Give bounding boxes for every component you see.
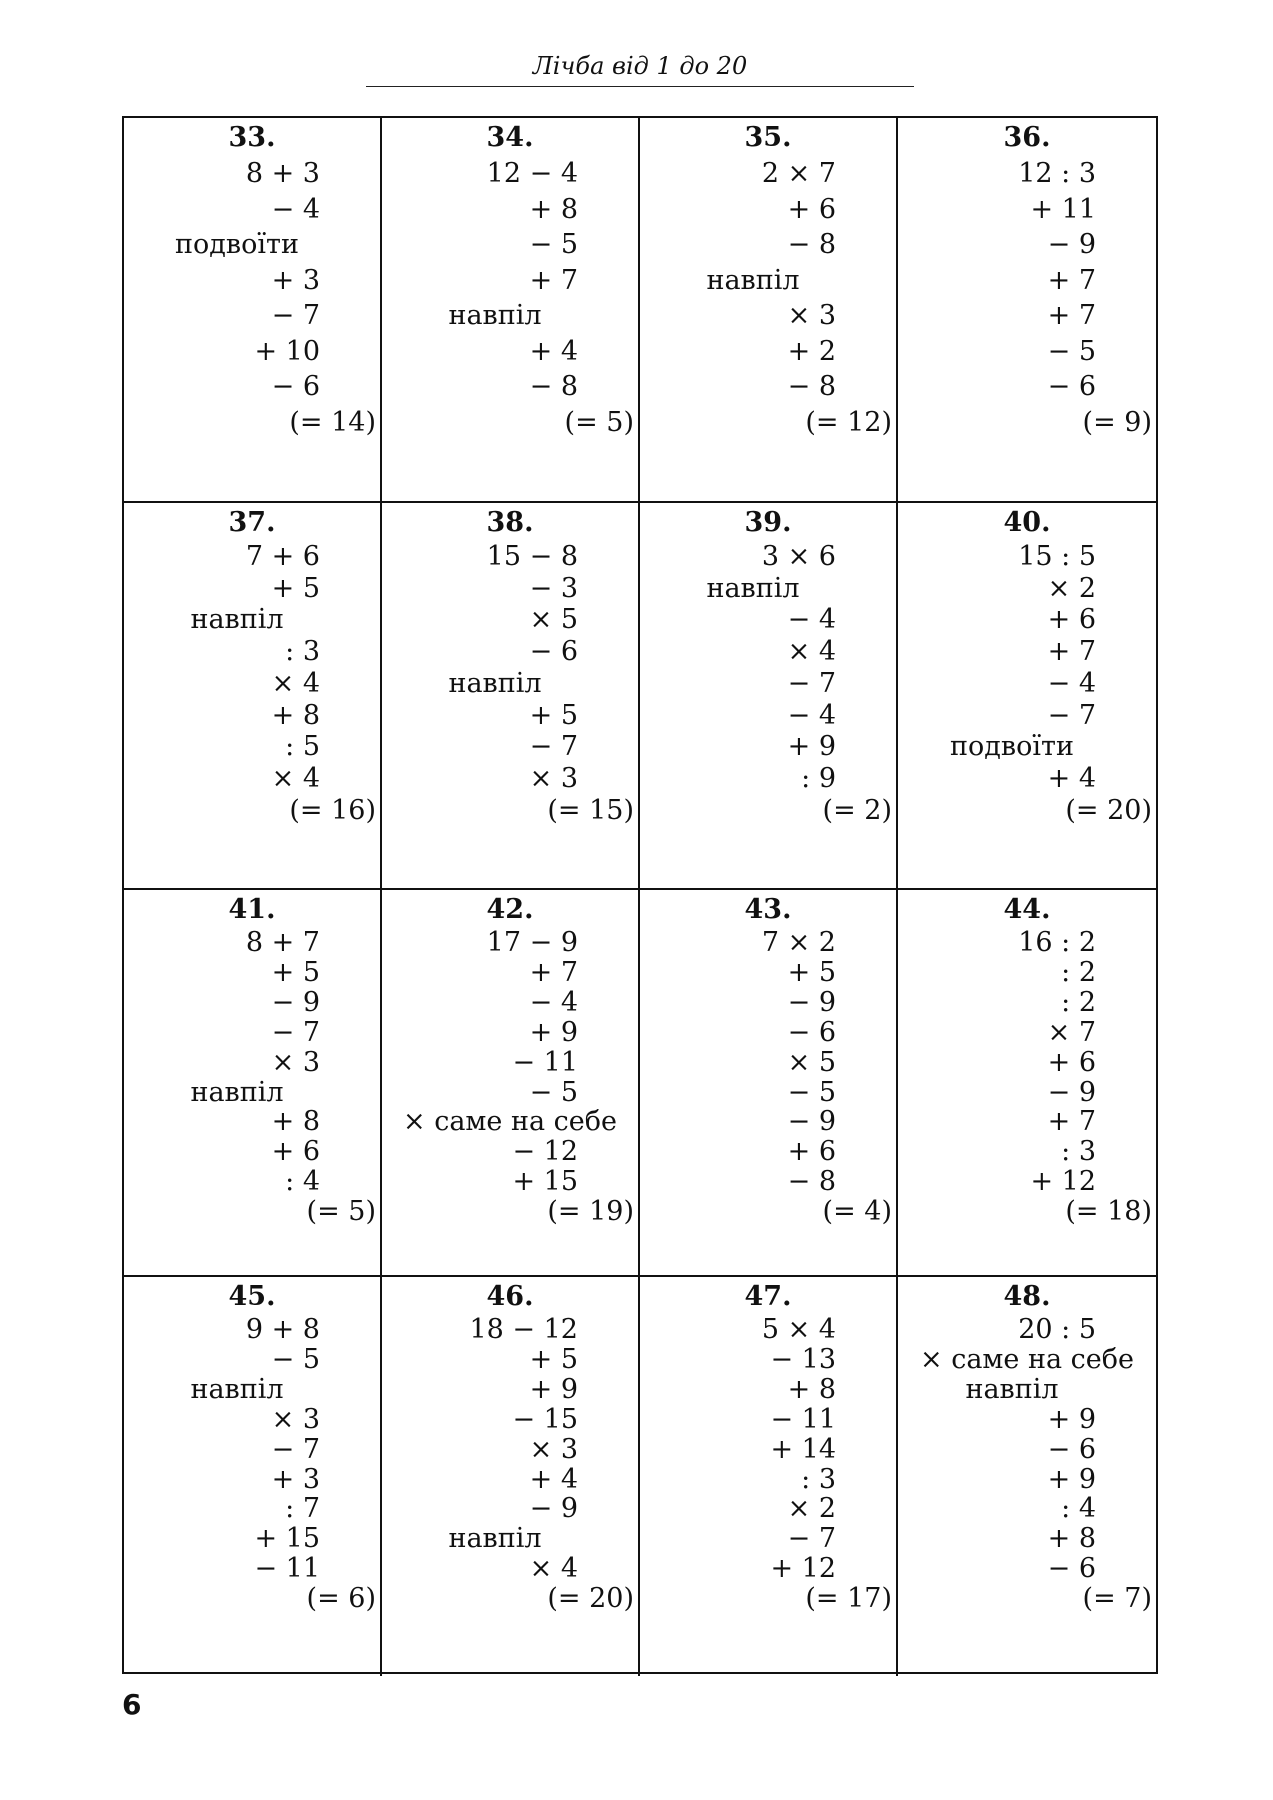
answer: (= 12) [805,406,892,438]
operation-step: + 7 [1047,300,1096,331]
operation-step: − 7 [787,1523,836,1555]
answer: (= 15) [547,794,634,826]
operation-step: × саме на себе [920,1343,1134,1375]
operation-step: × 4 [271,667,320,699]
answer: (= 7) [1082,1583,1152,1615]
exercise-cell [640,503,898,890]
operation-step: навпіл [190,604,284,636]
operation-step: − 7 [1047,699,1096,731]
start-expression: 7 + 6 [245,541,320,572]
exercise-number: 43. [744,894,792,925]
start-expression: 3 × 6 [761,541,836,572]
operation-step: + 4 [529,335,578,367]
operation-step: + 6 [1047,604,1096,636]
operation-step: − 9 [271,986,320,1018]
operation-step: − 8 [529,371,578,402]
operation-step: − 4 [1047,667,1096,699]
operation-step: + 8 [271,699,320,731]
operation-step: − 12 [512,1136,578,1168]
operation-step: + 9 [1047,1463,1096,1495]
answer: (= 9) [1082,406,1152,438]
exercise-number: 44. [1003,894,1051,925]
operation-step: − 4 [787,604,836,636]
exercise-cell [898,1277,1156,1676]
answer: (= 6) [306,1583,376,1615]
operation-step: : 3 [285,636,320,668]
answer: (= 20) [1065,794,1152,826]
operation-step: + 5 [271,956,320,988]
operation-step: + 15 [512,1166,578,1198]
operation-step: × 5 [787,1046,836,1078]
operation-step: − 6 [787,1016,836,1048]
operation-step: − 8 [787,371,836,402]
operation-step: подвоїти [950,731,1074,763]
operation-step: − 11 [512,1046,578,1078]
operation-step: − 4 [787,699,836,731]
exercise-cell [382,118,640,503]
answer: (= 16) [289,794,376,826]
exercise-number: 41. [228,894,276,925]
operation-step: + 7 [1047,264,1096,296]
operation-step: × 2 [1047,572,1096,604]
operation-step: + 8 [529,193,578,225]
operation-step: + 3 [271,1463,320,1495]
start-expression: 12 − 4 [486,158,578,189]
answer: (= 17) [805,1583,892,1615]
exercise-number: 39. [744,507,792,538]
exercise-number: 47. [744,1281,792,1312]
exercise-cell [640,1277,898,1676]
page-number: 6 [122,1688,142,1721]
exercise-number: 35. [744,122,792,153]
running-header: Лічба від 1 до 20 [366,52,914,87]
operation-step: − 3 [529,572,578,604]
operation-step: − 6 [529,636,578,668]
operation-step: навпіл [190,1076,284,1108]
operation-step: − 5 [529,229,578,260]
operation-step: + 6 [1047,1046,1096,1078]
operation-step: + 7 [529,956,578,988]
operation-step: − 11 [770,1403,836,1435]
operation-step: × 4 [271,762,320,794]
operation-step: × 3 [271,1046,320,1078]
operation-step: + 5 [529,699,578,731]
answer: (= 20) [547,1583,634,1615]
operation-step: × 5 [529,604,578,636]
start-expression: 17 − 9 [486,927,578,958]
operation-step: − 9 [1047,1076,1096,1108]
start-expression: 15 − 8 [486,541,578,572]
operation-step: − 7 [271,1433,320,1465]
operation-step: − 5 [529,1076,578,1108]
operation-step: − 4 [529,986,578,1018]
exercise-number: 46. [486,1281,534,1312]
operation-step: − 9 [787,1106,836,1138]
operation-step: + 5 [529,1343,578,1375]
operation-step: − 5 [271,1343,320,1375]
operation-step: : 4 [1061,1493,1096,1525]
exercise-cell [382,503,640,890]
start-expression: 2 × 7 [761,158,836,189]
operation-step: − 6 [1047,1433,1096,1465]
operation-step: − 8 [787,1166,836,1198]
exercise-cell [124,890,382,1277]
answer: (= 4) [822,1196,892,1228]
operation-step: + 9 [787,731,836,763]
operation-step: + 15 [254,1523,320,1555]
operation-step: + 5 [787,956,836,988]
operation-step: − 7 [529,731,578,763]
operation-step: + 6 [787,1136,836,1168]
answer: (= 14) [289,406,376,438]
operation-step: × 2 [787,1493,836,1525]
operation-step: + 7 [1047,636,1096,668]
operation-step: − 7 [271,1016,320,1048]
operation-step: − 7 [271,300,320,331]
operation-step: : 3 [1061,1136,1096,1168]
start-expression: 8 + 3 [245,158,320,189]
operation-step: + 6 [271,1136,320,1168]
operation-step: × 3 [787,300,836,331]
exercise-cell [640,890,898,1277]
operation-step: − 9 [787,986,836,1018]
exercise-number: 36. [1003,122,1051,153]
operation-step: × 4 [787,636,836,668]
operation-step: + 9 [529,1016,578,1048]
operation-step: : 7 [285,1493,320,1525]
start-expression: 16 : 2 [1018,927,1096,958]
exercise-cell [382,890,640,1277]
operation-step: × 3 [529,762,578,794]
answer: (= 2) [822,794,892,826]
exercise-cell [382,1277,640,1676]
exercise-cell [124,503,382,890]
exercise-number: 34. [486,122,534,153]
exercise-number: 38. [486,507,534,538]
operation-step: : 9 [801,762,836,794]
answer: (= 19) [547,1196,634,1228]
operation-step: − 6 [271,371,320,402]
exercise-cell [898,890,1156,1277]
answer: (= 5) [306,1196,376,1228]
operation-step: + 6 [787,193,836,225]
operation-step: − 4 [271,193,320,225]
operation-step: навпіл [448,667,542,699]
operation-step: + 14 [770,1433,836,1465]
operation-step: навпіл [448,1523,542,1555]
start-expression: 12 : 3 [1018,158,1096,189]
exercise-number: 48. [1003,1281,1051,1312]
operation-step: + 11 [1030,193,1096,225]
exercise-cell [898,503,1156,890]
operation-step: × 3 [529,1433,578,1465]
operation-step: − 5 [787,1076,836,1108]
operation-step: + 9 [529,1373,578,1405]
operation-step: подвоїти [175,229,299,260]
answer: (= 5) [564,406,634,438]
operation-step: × 7 [1047,1016,1096,1048]
start-expression: 20 : 5 [1018,1314,1096,1345]
operation-step: + 5 [271,572,320,604]
operation-step: навпіл [190,1373,284,1405]
operation-step: навпіл [706,264,800,296]
exercise-number: 40. [1003,507,1051,538]
operation-step: : 5 [285,731,320,763]
exercise-cell [124,1277,382,1676]
operation-step: + 8 [787,1373,836,1405]
operation-step: + 4 [529,1463,578,1495]
operation-step: : 3 [801,1463,836,1495]
operation-step: + 12 [770,1553,836,1585]
operation-step: навпіл [448,300,542,331]
operation-step: навпіл [706,572,800,604]
operation-step: + 12 [1030,1166,1096,1198]
operation-step: × 3 [271,1403,320,1435]
answer: (= 18) [1065,1196,1152,1228]
operation-step: + 8 [1047,1523,1096,1555]
operation-step: + 7 [529,264,578,296]
operation-step: − 8 [787,229,836,260]
operation-step: + 4 [1047,762,1096,794]
exercise-grid [122,116,1158,1674]
exercise-cell [640,118,898,503]
operation-step: + 2 [787,335,836,367]
operation-step: + 8 [271,1106,320,1138]
exercise-number: 37. [228,507,276,538]
operation-step: + 9 [1047,1403,1096,1435]
exercise-number: 42. [486,894,534,925]
start-expression: 15 : 5 [1018,541,1096,572]
start-expression: 5 × 4 [761,1314,836,1345]
operation-step: × 4 [529,1553,578,1585]
operation-step: : 4 [285,1166,320,1198]
operation-step: + 10 [254,335,320,367]
start-expression: 9 + 8 [245,1314,320,1345]
operation-step: + 3 [271,264,320,296]
operation-step: : 2 [1061,956,1096,988]
start-expression: 8 + 7 [245,927,320,958]
operation-step: : 2 [1061,986,1096,1018]
operation-step: + 7 [1047,1106,1096,1138]
exercise-number: 33. [228,122,276,153]
operation-step: − 15 [512,1403,578,1435]
operation-step: навпіл [965,1373,1059,1405]
operation-step: − 13 [770,1343,836,1375]
start-expression: 7 × 2 [761,927,836,958]
operation-step: − 7 [787,667,836,699]
exercise-cell [124,118,382,503]
operation-step: − 9 [529,1493,578,1525]
start-expression: 18 − 12 [469,1314,578,1345]
exercise-number: 45. [228,1281,276,1312]
exercise-cell [898,118,1156,503]
operation-step: − 9 [1047,229,1096,260]
operation-step: − 6 [1047,1553,1096,1585]
operation-step: − 6 [1047,371,1096,402]
operation-step: − 11 [254,1553,320,1585]
operation-step: × саме на себе [403,1106,617,1138]
operation-step: − 5 [1047,335,1096,367]
